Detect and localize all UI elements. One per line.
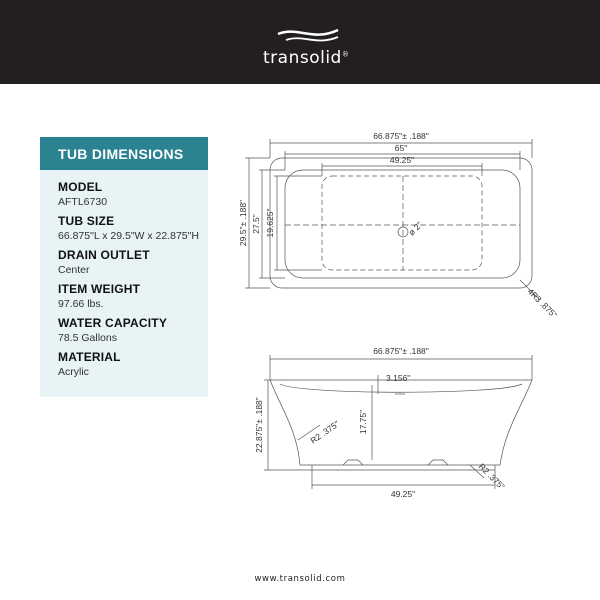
spec-label: WATER CAPACITY — [58, 316, 168, 330]
drain-bump-right — [428, 460, 448, 465]
label-overflow-offset: 3.156" — [386, 373, 411, 383]
spec-label: DRAIN OUTLET — [58, 248, 150, 262]
trademark-symbol: ® — [341, 50, 350, 59]
spec-value: Acrylic — [58, 366, 89, 378]
label-inner-length: 49.25" — [389, 155, 415, 165]
spec-label: MODEL — [58, 180, 103, 194]
spec-value: Center — [58, 264, 90, 276]
label-outer-width: 27.5" — [251, 214, 261, 234]
spec-label: ITEM WEIGHT — [58, 282, 141, 296]
spec-value: 78.5 Gallons — [58, 332, 117, 344]
tub-side-profile — [270, 380, 532, 465]
label-outer-length: 65" — [394, 143, 408, 153]
spec-label: MATERIAL — [58, 350, 121, 364]
drain-bump-left — [343, 460, 363, 465]
label-top-radius: R2 .375" — [308, 418, 342, 446]
spec-value: 97.66 lbs. — [58, 298, 104, 310]
label-overall-width: 29.5"± .188" — [238, 199, 248, 247]
label-overall-height: 22.875"± .188" — [254, 397, 264, 453]
label-base-length: 49.25" — [390, 489, 416, 499]
brand-name: transolid — [263, 48, 342, 68]
label-bottom-radius: R2 .375" — [476, 461, 507, 492]
label-corner-radius: 4R3 .875" — [525, 286, 560, 320]
label-inner-depth: 17.75" — [358, 409, 368, 435]
panel-title: TUB DIMENSIONS — [40, 137, 208, 170]
footer-url: www.transolid.com — [254, 574, 346, 584]
spec-value: 66.875"L x 29.5"W x 22.875"H — [58, 230, 199, 242]
label-overall-length: 66.875"± .188" — [373, 131, 429, 141]
label-side-length: 66.875"± .188" — [373, 346, 429, 356]
label-drain-diameter: ø 2" — [406, 219, 425, 238]
spec-value: AFTL6730 — [58, 196, 108, 208]
tub-rim-curve — [280, 384, 522, 392]
spec-label: TUB SIZE — [58, 214, 115, 228]
label-inner-width: 19.625" — [265, 208, 275, 238]
